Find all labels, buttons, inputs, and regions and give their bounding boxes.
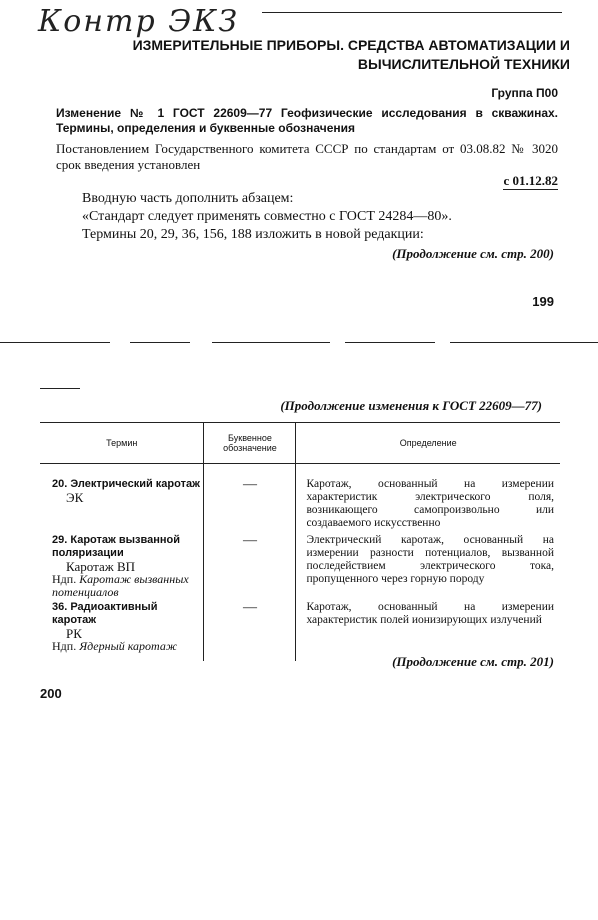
ndp-label: Ндп. (52, 639, 77, 653)
term-name: 36. Радиоактивный каротаж (52, 601, 158, 626)
term-cell (40, 478, 203, 504)
page-separator (450, 342, 598, 343)
header-definition: Определение (296, 423, 560, 464)
ndp-value: Каротаж вызванных потенциалов (52, 572, 189, 599)
paragraph-terms: Термины 20, 29, 36, 156, 188 изложить в новой редакции: (82, 227, 424, 242)
page-number-199: 199 (532, 294, 554, 309)
letter-dash: — (242, 533, 257, 548)
header-term: Термин (40, 423, 204, 464)
table-row (40, 599, 560, 661)
continuation-header: (Продолжение изменения к ГОСТ 22609—77) (280, 398, 542, 413)
letter-dash: — (242, 600, 257, 615)
term-definition: Каротаж, основанный на измерении характеристик полей ионизирующих излучений (306, 601, 554, 626)
page-separator (130, 342, 190, 343)
term-ndp (52, 640, 203, 653)
term-abbr: Каротаж ВП (66, 559, 135, 574)
handwritten-note: Контр ЭКЗ (38, 4, 240, 39)
term-abbr: ЭК (66, 490, 84, 505)
page-separator (212, 342, 330, 343)
term-cell (40, 601, 203, 653)
term-cell (40, 534, 203, 599)
terms-table (40, 422, 560, 661)
header-letter: Буквенное обозначение (204, 423, 296, 464)
term-abbr: РК (66, 626, 82, 641)
section-title-line1: ИЗМЕРИТЕЛЬНЫЕ ПРИБОРЫ. СРЕДСТВА АВТОМАТИЗАЦИИ И (132, 37, 570, 53)
term-definition: Электрический каротаж, основанный на измерении разности потенциалов, вызванной последействием электрического тока, пропущенного через горную породу (306, 534, 554, 585)
ndp-value: Ядерный каротаж (79, 639, 178, 653)
decree-text: Постановлением Государственного комитета СССР по стандартам от 03.08.82 № 3020 срок введения установлен (56, 141, 558, 172)
continued-note-1: (Продолжение см. стр. 200) (392, 246, 554, 261)
table-row (40, 464, 560, 531)
ndp-label: Ндп. (52, 572, 77, 586)
change-heading: Изменение № 1 ГОСТ 22609—77 Геофизические исследования в скважинах. Термины, определения и буквенные обозначения (56, 106, 558, 135)
paragraph-standard: «Стандарт следует применять совместно с ГОСТ 24284—80». (82, 209, 452, 224)
term-name: 29. Каротаж вызванной поляризации (52, 534, 180, 559)
page-separator (0, 342, 110, 343)
continued-note-2: (Продолжение см. стр. 201) (392, 654, 554, 669)
page-separator (345, 342, 435, 343)
effective-date: с 01.12.82 (503, 173, 558, 188)
group-code: Группа П00 (491, 86, 558, 100)
table-row (40, 530, 560, 599)
top-rule (262, 12, 562, 13)
term-name: 20. Электрический каротаж (52, 478, 200, 490)
section-title-line2: ВЫЧИСЛИТЕЛЬНОЙ ТЕХНИКИ (357, 56, 570, 72)
page-number-200: 200 (40, 686, 62, 701)
short-rule (40, 388, 80, 389)
term-definition: Каротаж, основанный на измерении характеристик электрического поля, возникающего самопроизвольно или создаваемого искусственно (306, 478, 554, 529)
letter-dash: — (242, 477, 257, 492)
term-ndp (52, 573, 203, 599)
paragraph-intro: Вводную часть дополнить абзацем: (82, 191, 294, 206)
section-title (110, 36, 570, 74)
